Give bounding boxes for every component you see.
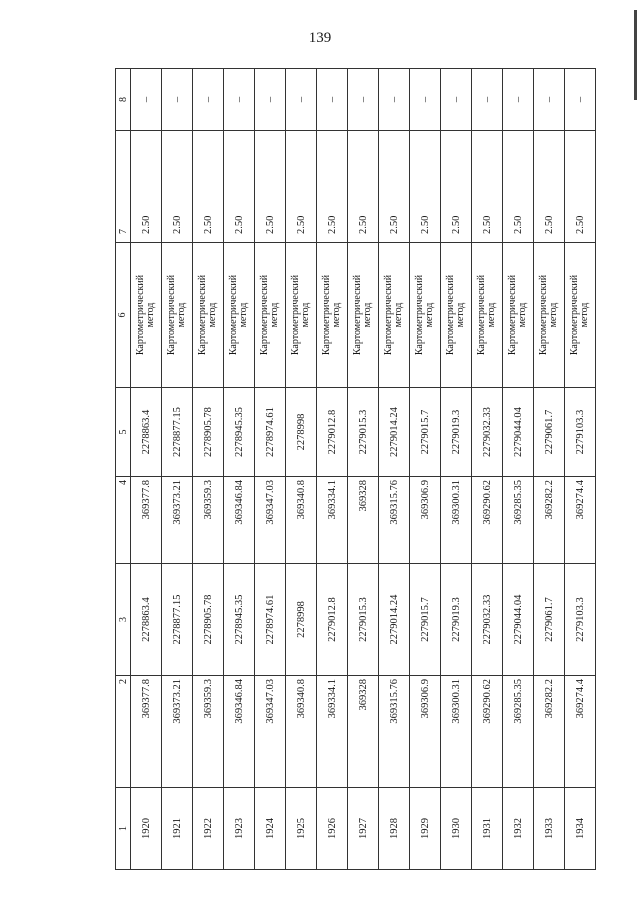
y-coordinate-repeat-cell: 2278998 <box>286 388 317 477</box>
y-coordinate-cell: 2279015.7 <box>410 564 441 676</box>
x-coordinate-cell: 369373.21 <box>162 676 193 788</box>
header-col-7: 7 <box>116 131 131 243</box>
description-cell: – <box>472 69 503 131</box>
point-number-cell: 1930 <box>441 788 472 870</box>
method-cell <box>317 243 348 388</box>
method-line-2: метод <box>331 302 342 328</box>
method-line-2: метод <box>393 302 404 328</box>
description-cell: – <box>379 69 410 131</box>
table-row <box>348 69 379 870</box>
table-row <box>255 69 286 870</box>
method-cell <box>162 243 193 388</box>
accuracy-cell: 2.50 <box>193 131 224 243</box>
x-coordinate-cell: 369282.2 <box>534 676 565 788</box>
table-row <box>286 69 317 870</box>
page-number: 139 <box>308 30 332 46</box>
method-cell <box>286 243 317 388</box>
point-number-cell: 1929 <box>410 788 441 870</box>
method-cell <box>379 243 410 388</box>
description-cell: – <box>286 69 317 131</box>
y-coordinate-repeat-cell: 2279103.3 <box>565 388 596 477</box>
x-coordinate-cell: 369328 <box>348 676 379 788</box>
y-coordinate-repeat-cell: 2279061.7 <box>534 388 565 477</box>
point-number-cell: 1928 <box>379 788 410 870</box>
method-line-2: метод <box>269 302 280 328</box>
method-cell <box>224 243 255 388</box>
method-line-2: метод <box>486 302 497 328</box>
table-row <box>162 69 193 870</box>
method-line-2: метод <box>362 302 373 328</box>
y-coordinate-cell: 2278863.4 <box>131 564 162 676</box>
accuracy-cell: 2.50 <box>410 131 441 243</box>
table-row <box>503 69 534 870</box>
point-number-cell: 1926 <box>317 788 348 870</box>
description-cell: – <box>565 69 596 131</box>
point-number-cell: 1921 <box>162 788 193 870</box>
y-coordinate-repeat-cell: 2278863.4 <box>131 388 162 477</box>
x-coordinate-cell: 369285.35 <box>503 676 534 788</box>
coordinates-table <box>115 68 596 870</box>
method-line-1: Картометрический <box>352 274 363 356</box>
method-line-2: метод <box>455 302 466 328</box>
x-coordinate-repeat-cell: 369334.1 <box>317 477 348 564</box>
x-coordinate-cell: 369340.8 <box>286 676 317 788</box>
x-coordinate-cell: 369306.9 <box>410 676 441 788</box>
method-line-1: Картометрический <box>228 274 239 356</box>
header-col-1: 1 <box>116 788 131 870</box>
point-number-cell: 1924 <box>255 788 286 870</box>
method-line-1: Картометрический <box>538 274 549 356</box>
method-line-2: метод <box>176 302 187 328</box>
accuracy-cell: 2.50 <box>472 131 503 243</box>
x-coordinate-repeat-cell: 369373.21 <box>162 477 193 564</box>
x-coordinate-cell: 369347.03 <box>255 676 286 788</box>
point-number-cell: 1931 <box>472 788 503 870</box>
table-body <box>131 69 596 870</box>
method-line-1: Картометрический <box>135 274 146 356</box>
accuracy-cell: 2.50 <box>565 131 596 243</box>
scan-edge-mark <box>634 10 637 100</box>
point-number-cell: 1923 <box>224 788 255 870</box>
x-coordinate-cell: 369334.1 <box>317 676 348 788</box>
point-number-cell: 1922 <box>193 788 224 870</box>
method-line-2: метод <box>145 302 156 328</box>
x-coordinate-cell: 369274.4 <box>565 676 596 788</box>
x-coordinate-cell: 369290.62 <box>472 676 503 788</box>
x-coordinate-cell: 369300.31 <box>441 676 472 788</box>
point-number-cell: 1934 <box>565 788 596 870</box>
method-line-2: метод <box>207 302 218 328</box>
description-cell: – <box>441 69 472 131</box>
x-coordinate-cell: 369346.84 <box>224 676 255 788</box>
description-cell: – <box>131 69 162 131</box>
y-coordinate-repeat-cell: 2278945.35 <box>224 388 255 477</box>
method-cell <box>131 243 162 388</box>
accuracy-cell: 2.50 <box>286 131 317 243</box>
point-number-cell: 1925 <box>286 788 317 870</box>
table-row <box>410 69 441 870</box>
method-line-2: метод <box>517 302 528 328</box>
description-cell: – <box>410 69 441 131</box>
y-coordinate-repeat-cell: 2279015.3 <box>348 388 379 477</box>
method-cell <box>472 243 503 388</box>
y-coordinate-repeat-cell: 2278905.78 <box>193 388 224 477</box>
accuracy-cell: 2.50 <box>317 131 348 243</box>
method-line-2: метод <box>300 302 311 328</box>
table-row <box>565 69 596 870</box>
y-coordinate-cell: 2278974.61 <box>255 564 286 676</box>
x-coordinate-repeat-cell: 369300.31 <box>441 477 472 564</box>
header-col-6: 6 <box>116 243 131 388</box>
x-coordinate-repeat-cell: 369359.3 <box>193 477 224 564</box>
method-cell <box>193 243 224 388</box>
table-row <box>379 69 410 870</box>
accuracy-cell: 2.50 <box>348 131 379 243</box>
method-line-1: Картометрический <box>166 274 177 356</box>
accuracy-cell: 2.50 <box>441 131 472 243</box>
header-col-2: 2 <box>116 676 131 788</box>
x-coordinate-repeat-cell: 369290.62 <box>472 477 503 564</box>
method-line-1: Картометрический <box>414 274 425 356</box>
y-coordinate-cell: 2278877.15 <box>162 564 193 676</box>
description-cell: – <box>317 69 348 131</box>
y-coordinate-cell: 2279012.8 <box>317 564 348 676</box>
y-coordinate-cell: 2279032.33 <box>472 564 503 676</box>
accuracy-cell: 2.50 <box>503 131 534 243</box>
point-number-cell: 1927 <box>348 788 379 870</box>
y-coordinate-repeat-cell: 2279012.8 <box>317 388 348 477</box>
x-coordinate-repeat-cell: 369306.9 <box>410 477 441 564</box>
method-cell <box>255 243 286 388</box>
x-coordinate-repeat-cell: 369377.8 <box>131 477 162 564</box>
x-coordinate-repeat-cell: 369274.4 <box>565 477 596 564</box>
description-cell: – <box>503 69 534 131</box>
y-coordinate-repeat-cell: 2279019.3 <box>441 388 472 477</box>
description-cell: – <box>534 69 565 131</box>
accuracy-cell: 2.50 <box>224 131 255 243</box>
description-cell: – <box>348 69 379 131</box>
y-coordinate-repeat-cell: 2279032.33 <box>472 388 503 477</box>
header-col-4: 4 <box>116 477 131 564</box>
description-cell: – <box>255 69 286 131</box>
description-cell: – <box>193 69 224 131</box>
y-coordinate-cell: 2278998 <box>286 564 317 676</box>
x-coordinate-repeat-cell: 369285.35 <box>503 477 534 564</box>
table-row <box>224 69 255 870</box>
x-coordinate-cell: 369377.8 <box>131 676 162 788</box>
header-col-8: 8 <box>116 69 131 131</box>
y-coordinate-repeat-cell: 2279015.7 <box>410 388 441 477</box>
y-coordinate-cell: 2279019.3 <box>441 564 472 676</box>
method-line-1: Картометрический <box>445 274 456 356</box>
y-coordinate-cell: 2279014.24 <box>379 564 410 676</box>
table-row <box>193 69 224 870</box>
method-cell <box>534 243 565 388</box>
y-coordinate-cell: 2279061.7 <box>534 564 565 676</box>
y-coordinate-cell: 2279015.3 <box>348 564 379 676</box>
table-row <box>472 69 503 870</box>
table-header-row <box>116 69 131 870</box>
table-row <box>441 69 472 870</box>
x-coordinate-cell: 369359.3 <box>193 676 224 788</box>
y-coordinate-cell: 2278905.78 <box>193 564 224 676</box>
method-cell <box>348 243 379 388</box>
method-line-2: метод <box>424 302 435 328</box>
method-line-1: Картометрический <box>259 274 270 356</box>
x-coordinate-repeat-cell: 369346.84 <box>224 477 255 564</box>
table-row <box>317 69 348 870</box>
description-cell: – <box>162 69 193 131</box>
method-line-1: Картометрический <box>290 274 301 356</box>
point-number-cell: 1920 <box>131 788 162 870</box>
method-line-1: Картометрический <box>569 274 580 356</box>
point-number-cell: 1932 <box>503 788 534 870</box>
y-coordinate-repeat-cell: 2279014.24 <box>379 388 410 477</box>
y-coordinate-repeat-cell: 2278877.15 <box>162 388 193 477</box>
description-cell: – <box>224 69 255 131</box>
method-line-1: Картометрический <box>476 274 487 356</box>
method-cell <box>503 243 534 388</box>
table-row <box>131 69 162 870</box>
accuracy-cell: 2.50 <box>131 131 162 243</box>
accuracy-cell: 2.50 <box>379 131 410 243</box>
method-line-2: метод <box>548 302 559 328</box>
method-line-1: Картометрический <box>321 274 332 356</box>
y-coordinate-cell: 2279103.3 <box>565 564 596 676</box>
accuracy-cell: 2.50 <box>255 131 286 243</box>
method-line-1: Картометрический <box>507 274 518 356</box>
method-cell <box>565 243 596 388</box>
method-line-1: Картометрический <box>383 274 394 356</box>
y-coordinate-repeat-cell: 2278974.61 <box>255 388 286 477</box>
header-col-5: 5 <box>116 388 131 477</box>
method-cell <box>410 243 441 388</box>
rotated-table-container <box>115 90 590 870</box>
accuracy-cell: 2.50 <box>162 131 193 243</box>
method-cell <box>441 243 472 388</box>
method-line-2: метод <box>579 302 590 328</box>
accuracy-cell: 2.50 <box>534 131 565 243</box>
x-coordinate-repeat-cell: 369282.2 <box>534 477 565 564</box>
header-col-3: 3 <box>116 564 131 676</box>
x-coordinate-repeat-cell: 369340.8 <box>286 477 317 564</box>
x-coordinate-repeat-cell: 369347.03 <box>255 477 286 564</box>
y-coordinate-repeat-cell: 2279044.04 <box>503 388 534 477</box>
table-row <box>534 69 565 870</box>
y-coordinate-cell: 2278945.35 <box>224 564 255 676</box>
x-coordinate-repeat-cell: 369328 <box>348 477 379 564</box>
x-coordinate-cell: 369315.76 <box>379 676 410 788</box>
y-coordinate-cell: 2279044.04 <box>503 564 534 676</box>
x-coordinate-repeat-cell: 369315.76 <box>379 477 410 564</box>
point-number-cell: 1933 <box>534 788 565 870</box>
method-line-2: метод <box>238 302 249 328</box>
method-line-1: Картометрический <box>197 274 208 356</box>
